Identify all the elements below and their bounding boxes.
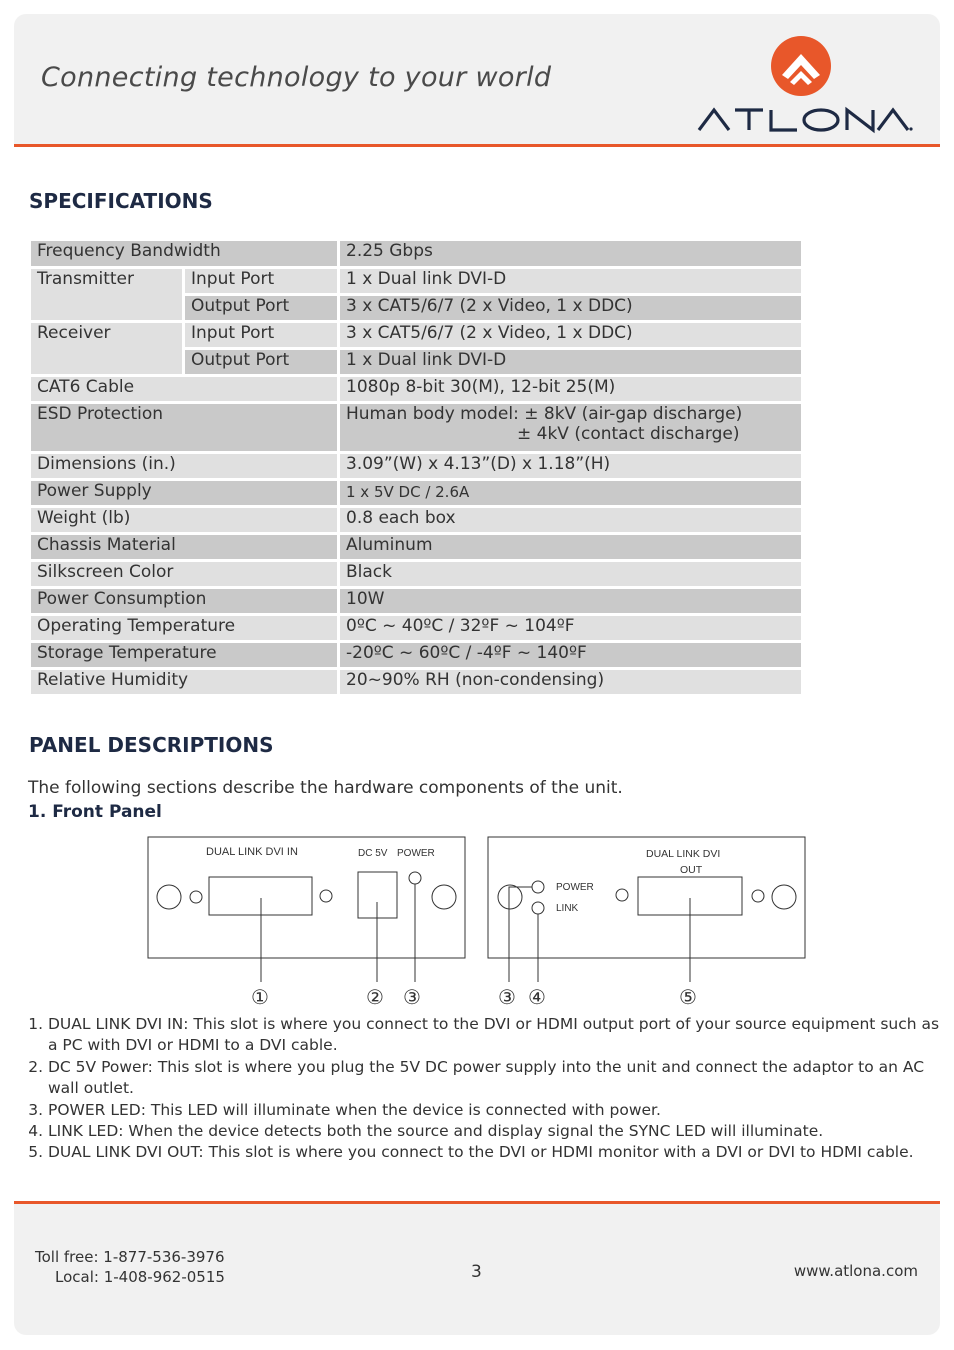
power-led	[409, 872, 421, 884]
table-row	[30, 480, 803, 507]
spec-value: 20~90% RH (non-condensing)	[339, 669, 803, 696]
table-row	[30, 507, 803, 534]
table-row	[30, 669, 803, 696]
dvi-out-label: OUT	[680, 864, 703, 876]
panel-description-list	[28, 1014, 948, 1164]
spec-value: 0.8 each box	[339, 507, 803, 534]
power-label: POWER	[397, 848, 435, 859]
spec-group-label: Receiver	[30, 322, 184, 376]
dvi-in-label: DUAL LINK DVI IN	[206, 846, 298, 858]
spec-label: Operating Temperature	[30, 615, 339, 642]
atlona-logo-icon	[770, 35, 832, 97]
panel-descriptions-title: PANEL DESCRIPTIONS	[29, 733, 274, 757]
table-row	[30, 453, 803, 480]
screw-hole	[190, 891, 202, 903]
specifications-title: SPECIFICATIONS	[29, 189, 213, 213]
spec-label: Weight (lb)	[30, 507, 339, 534]
screw-hole	[616, 889, 628, 901]
spec-label: Silkscreen Color	[30, 561, 339, 588]
screw-hole	[157, 885, 181, 909]
table-row	[30, 268, 803, 295]
spec-value: 0ºC ~ 40ºC / 32ºF ~ 104ºF	[339, 615, 803, 642]
spec-value-line: ± 4kV (contact discharge)	[517, 424, 740, 444]
list-item: 2. DC 5V Power: This slot is where you plug the 5V DC power supply into the unit and connect the adaptor to an AC wall outlet.	[48, 1057, 948, 1100]
spec-label: CAT6 Cable	[30, 376, 339, 403]
list-item: 1. DUAL LINK DVI IN: This slot is where you connect to the DVI or HDMI output port of your source equipment such as a PC with DVI or HDMI to a DVI cable.	[48, 1014, 948, 1057]
atlona-wordmark	[697, 104, 913, 134]
screw-hole	[320, 890, 332, 902]
screw-hole	[432, 885, 456, 909]
power-led-right	[532, 881, 544, 893]
header-divider	[14, 144, 940, 147]
screw-hole	[772, 885, 796, 909]
spec-label: Power Supply	[30, 480, 339, 507]
spec-label: Chassis Material	[30, 534, 339, 561]
callout-5: ⑤	[679, 985, 697, 1009]
callout-4: ④	[528, 985, 546, 1009]
spec-label: ESD Protection	[30, 403, 339, 453]
spec-value: 10W	[339, 588, 803, 615]
table-row	[30, 403, 803, 453]
spec-value: 1080p 8-bit 30(M), 12-bit 25(M)	[339, 376, 803, 403]
specifications-table	[28, 238, 804, 697]
screw-hole	[752, 890, 764, 902]
spec-value: 1 x Dual link DVI-D	[339, 268, 803, 295]
tagline: Connecting technology to your world	[41, 62, 552, 93]
power-label-right: POWER	[556, 882, 594, 893]
spec-value: Aluminum	[339, 534, 803, 561]
table-row	[30, 240, 803, 268]
spec-label: Dimensions (in.)	[30, 453, 339, 480]
front-panel-heading: 1. Front Panel	[28, 802, 162, 822]
spec-value	[339, 403, 803, 453]
spec-value: 1 x 5V DC / 2.6A	[339, 480, 803, 507]
screw-hole	[498, 885, 522, 909]
table-row	[30, 642, 803, 669]
front-panel-diagram	[140, 832, 820, 1012]
list-item: 5. DUAL LINK DVI OUT: This slot is where you connect to the DVI or HDMI monitor with a DVI or DVI to HDMI cable.	[48, 1142, 948, 1163]
website-link[interactable]: www.atlona.com	[793, 1262, 918, 1280]
page-number: 3	[471, 1262, 482, 1282]
spec-value: 3 x CAT5/6/7 (2 x Video, 1 x DDC)	[339, 322, 803, 349]
toll-free-number: Toll free: 1-877-536-3976	[35, 1248, 225, 1266]
dvi-out-label: DUAL LINK DVI	[646, 848, 721, 860]
table-row	[30, 376, 803, 403]
spec-value: Black	[339, 561, 803, 588]
callout-3b: ③	[498, 985, 516, 1009]
spec-label: Storage Temperature	[30, 642, 339, 669]
spec-value: 1 x Dual link DVI-D	[339, 349, 803, 376]
spec-value: 3.09”(W) x 4.13”(D) x 1.18”(H)	[339, 453, 803, 480]
table-row	[30, 588, 803, 615]
dc-5v-label: DC 5V	[358, 848, 388, 859]
spec-group-label: Transmitter	[30, 268, 184, 322]
list-item: 3. POWER LED: This LED will illuminate when the device is connected with power.	[48, 1100, 948, 1121]
spec-value: 2.25 Gbps	[339, 240, 803, 268]
spec-sub-label: Output Port	[184, 349, 339, 376]
callout-3: ③	[403, 985, 421, 1009]
spec-value: 3 x CAT5/6/7 (2 x Video, 1 x DDC)	[339, 295, 803, 322]
spec-sub-label: Input Port	[184, 268, 339, 295]
spec-label: Frequency Bandwidth	[30, 240, 339, 268]
spec-value-line: Human body model: ± 8kV (air-gap discharge)	[346, 404, 743, 424]
spec-label: Relative Humidity	[30, 669, 339, 696]
spec-sub-label: Input Port	[184, 322, 339, 349]
spec-label: Power Consumption	[30, 588, 339, 615]
table-row	[30, 561, 803, 588]
table-row	[30, 534, 803, 561]
link-label: LINK	[556, 903, 579, 914]
spec-sub-label: Output Port	[184, 295, 339, 322]
table-row	[30, 322, 803, 349]
callout-1: ①	[251, 985, 269, 1009]
callout-2: ②	[366, 985, 384, 1009]
spec-value: -20ºC ~ 60ºC / -4ºF ~ 140ºF	[339, 642, 803, 669]
list-item: 4. LINK LED: When the device detects both the source and display signal the SYNC LED will illuminate.	[48, 1121, 948, 1142]
local-number: Local: 1-408-962-0515	[55, 1268, 225, 1286]
link-led	[532, 902, 544, 914]
panel-intro: The following sections describe the hardware components of the unit.	[28, 778, 623, 798]
table-row	[30, 615, 803, 642]
